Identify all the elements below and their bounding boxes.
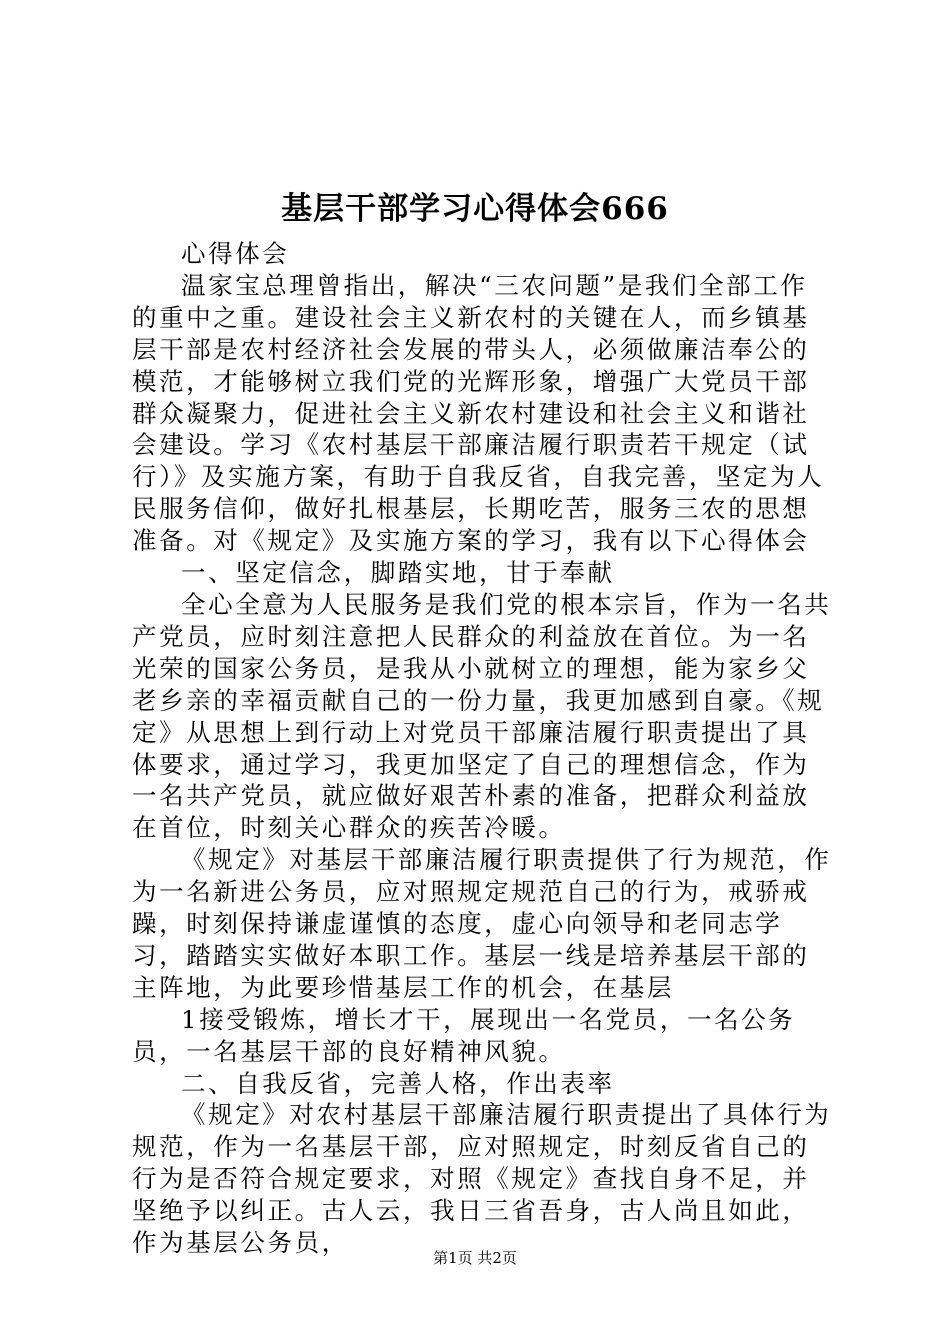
paragraph: 全心全意为人民服务是我们党的根本宗旨，作为一名共产党员，应时刻注意把人民群众的利益放在首位。为一名光荣的国家公务员，是我从小就树立的理想，能为家乡父老乡亲的幸福贡献自己的一份力量，我更加感到自豪。《规定》从思想上到行动上对党员干部廉洁履行职责提出了具体要求，通过学习，我更加坚定了自己的理想信念，作为一名共产党员，就应做好艰苦朴素的准备，把群众利益放在首位，时刻关心群众的疾苦冷暖。 [132,589,832,843]
paragraph: 《规定》对基层干部廉洁履行职责提供了行为规范，作为一名新进公务员，应对照规定规范自己的行为，戒骄戒躁，时刻保持谦虚谨慎的态度，虚心向领导和老同志学习，踏踏实实做好本职工作。基层一线是培养基层干部的主阵地，为此要珍惜基层工作的机会，在基层 [132,845,832,1002]
page-footer: 第1页 共2页 [433,1249,517,1267]
paragraph: 1接受锻炼，增长才干，展现出一名党员，一名公务员，一名基层干部的良好精神风貌。 [132,1004,796,1066]
section-heading: 一、坚定信念，脚踏实地，甘于奉献 [181,558,615,588]
section-heading: 二、自我反省，完善人格，作出表率 [181,1068,615,1098]
paragraph: 温家宝总理曾指出，解决“三农问题”是我们全部工作的重中之重。建设社会主义新农村的关键在人，而乡镇基层干部是农村经济社会发展的带头人，必须做廉洁奉公的模范，才能够树立我们党的光辉形象，增强广大党员干部群众凝聚力，促进社会主义新农村建设和社会主义和谐社会建设。学习《农村基层干部廉洁履行职责若干规定（试行）》及实施方案，有助于自我反省，自我完善，坚定为人民服务信仰，做好扎根基层，长期吃苦，服务三农的思想准备。对《规定》及实施方案的学习，我有以下心得体会 [132,270,825,556]
document-title: 基层干部学习心得体会666 [281,191,669,227]
paragraph: 《规定》对农村基层干部廉洁履行职责提出了具体行为规范，作为一名基层干部，应对照规定，时刻反省自己的行为是否符合规定要求，对照《规定》查找自身不足，并坚绝予以纠正。古人云，我日三省吾身，古人尚且如此，作为基层公务员， [132,1100,832,1258]
paragraph-heading: 心得体会 [181,239,290,268]
document-body [132,238,832,1259]
